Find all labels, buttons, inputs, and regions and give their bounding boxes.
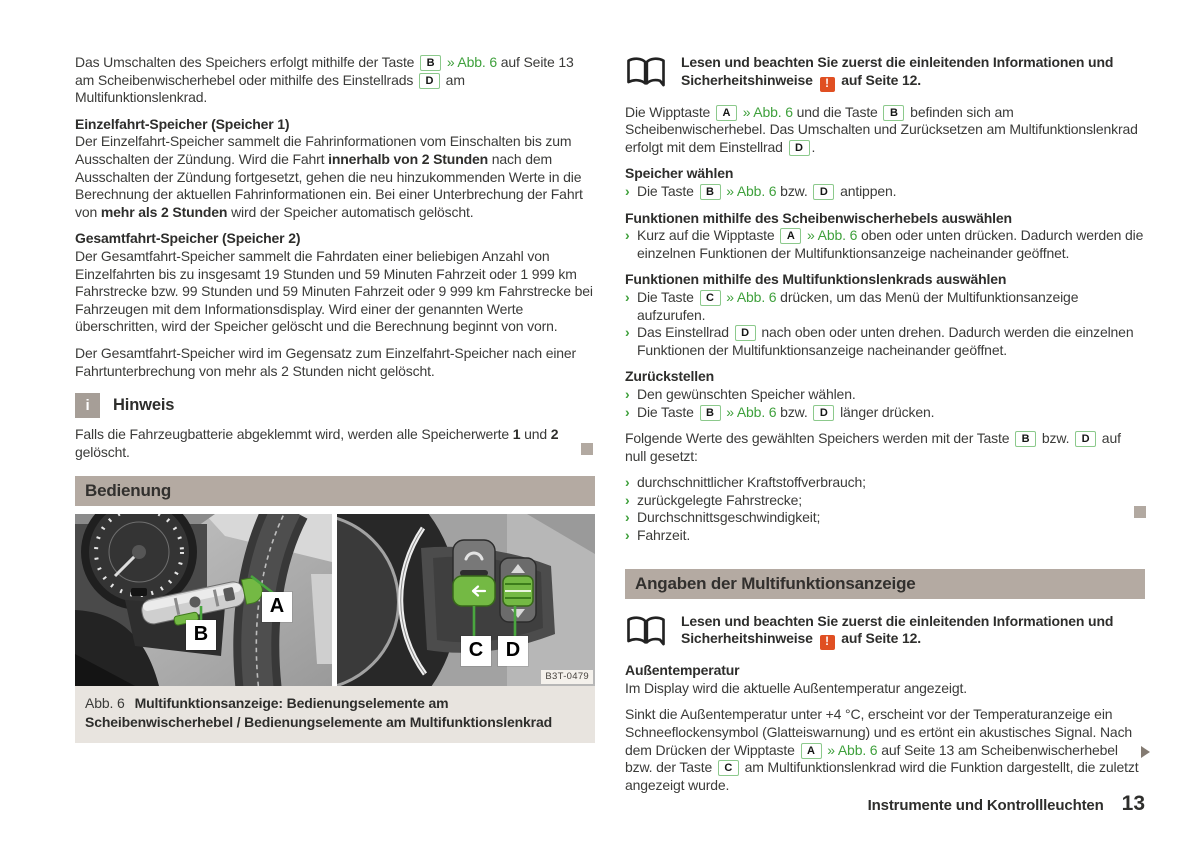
key-b-badge: B xyxy=(1015,431,1036,447)
bullet-icon: › xyxy=(625,527,630,544)
section-end-marker xyxy=(1134,506,1146,518)
total-trip-heading: Gesamtfahrt-Speicher (Speicher 2) xyxy=(75,230,301,247)
bullet-item xyxy=(625,289,1145,324)
bullet-icon: › xyxy=(625,403,630,420)
key-b-badge: B xyxy=(420,55,441,71)
right-column xyxy=(625,54,1145,803)
aussentemperatur-body: Im Display wird die aktuelle Außentemperatur angezeigt. xyxy=(625,679,967,696)
figure-number: Abb. 6 xyxy=(85,695,125,712)
list-item-text: durchschnittlicher Kraftstoffverbrauch; xyxy=(637,474,866,491)
bullet-text: Die Taste B » Abb. 6 bzw. D antippen. xyxy=(637,182,897,199)
bullet-item xyxy=(625,227,1145,262)
hinweis-header xyxy=(75,393,595,418)
single-trip-heading: Einzelfahrt-Speicher (Speicher 1) xyxy=(75,115,290,132)
bullet-icon: › xyxy=(625,227,630,244)
list-item-text: Durchschnittsgeschwindigkeit; xyxy=(637,509,821,526)
hinweis-title: Hinweis xyxy=(113,395,175,414)
section-header-bedienung: Bedienung xyxy=(75,476,595,506)
funktionen-hebel-heading: Funktionen mithilfe des Scheibenwischerhebels auswählen xyxy=(625,209,1012,226)
read-first-note-2 xyxy=(625,613,1145,652)
single-trip-memory-section xyxy=(75,116,595,222)
list-item xyxy=(625,509,1145,527)
figure-xref-link[interactable]: » Abb. 6 xyxy=(742,103,793,120)
bullet-text: Die Taste B » Abb. 6 bzw. D länger drücken. xyxy=(637,403,935,420)
zurueckstellen-section xyxy=(625,368,1145,421)
key-a-badge: A xyxy=(716,105,737,121)
figure-label-c: C xyxy=(461,636,491,666)
key-d-badge: D xyxy=(813,405,834,421)
key-c-badge: C xyxy=(718,760,739,776)
bullet-item xyxy=(625,324,1145,359)
read-first-text-1 xyxy=(681,54,1145,93)
key-a-badge: A xyxy=(780,228,801,244)
intro-paragraph: Das Umschalten des Speichers erfolgt mithilfe der Taste B » Abb. 6 auf Seite 13 am Scheibenwischerhebel oder mithilfe des Einstellrads D am Multifunktionslenkrad. xyxy=(75,54,574,106)
figure-image-code: B3T-0479 xyxy=(541,670,593,684)
bullet-item xyxy=(625,183,1145,201)
warning-icon: ! xyxy=(820,635,835,650)
bold-text: auf Seite 12. xyxy=(837,71,921,88)
bullet-icon: › xyxy=(625,288,630,305)
bold-text: Lesen und beachten Sie zuerst die einleitenden Informationen und Sicherheitshinweise xyxy=(681,54,1114,88)
bold-text: 1 xyxy=(512,426,521,443)
section-end-marker xyxy=(581,443,593,455)
book-icon xyxy=(625,54,669,93)
total-trip-body2: Der Gesamtfahrt-Speicher wird im Gegensatz zum Einzelfahrt-Speicher nach einer Fahrtunterbrechung von mehr als 2 Stunden nicht gelöscht. xyxy=(75,344,577,379)
bold-text: innerhalb von 2 Stunden xyxy=(328,150,489,167)
bullet-icon: › xyxy=(625,474,630,491)
continued-marker xyxy=(1141,746,1150,758)
figure-abb6 xyxy=(75,514,595,743)
list-item xyxy=(625,474,1145,492)
funktionen-lenkrad-heading: Funktionen mithilfe des Multifunktionslenkrads auswählen xyxy=(625,271,1007,288)
list-item-text: Fahrzeit. xyxy=(637,527,691,544)
figure-caption-text: Multifunktionsanzeige: Bedienungselemente am Scheibenwischerhebel / Bedienungselemente am Multifunktionslenkrad xyxy=(85,695,552,731)
list-item-text: zurückgelegte Fahrstrecke; xyxy=(637,491,802,508)
figure-xref-link[interactable]: » Abb. 6 xyxy=(726,182,777,199)
wipptaste-paragraph: Die Wipptaste A » Abb. 6 und die Taste B befinden sich am Scheibenwischerhebel. Das Umschalten und Zurücksetzen am Multifunktionslenkrad erfolgt mit dem Einstellrad D . xyxy=(625,103,1138,155)
key-d-badge: D xyxy=(1075,431,1096,447)
bold-text: 2 xyxy=(550,426,559,443)
key-d-badge: D xyxy=(419,73,440,89)
bullet-text: Den gewünschten Speicher wählen. xyxy=(637,385,856,402)
footer-chapter-title: Instrumente und Kontrollleuchten xyxy=(867,797,1104,814)
figure-xref-link[interactable]: » Abb. 6 xyxy=(446,54,497,70)
figure-xref-link[interactable]: » Abb. 6 xyxy=(807,227,858,244)
aussentemperatur-section xyxy=(625,662,1145,697)
figure-label-b: B xyxy=(186,620,216,650)
bullet-icon: › xyxy=(625,385,630,402)
total-trip-memory-section xyxy=(75,230,595,380)
figure-xref-link[interactable]: » Abb. 6 xyxy=(726,288,777,305)
figure-label-d: D xyxy=(498,636,528,666)
zurueckstellen-heading: Zurückstellen xyxy=(625,368,715,385)
bullet-icon: › xyxy=(625,324,630,341)
bold-text: mehr als 2 Stunden xyxy=(100,203,228,220)
bullet-item xyxy=(625,386,1145,404)
list-item xyxy=(625,527,1145,545)
left-column xyxy=(75,54,595,743)
speicher-waehlen-heading: Speicher wählen xyxy=(625,165,734,182)
page-footer xyxy=(625,792,1145,815)
temperatur-warn-paragraph: Sinkt die Außentemperatur unter +4 °C, erscheint vor der Temperaturanzeige ein Schneeflockensymbol (Glatteiswarnung) und es ertönt ein akustisches Signal. Nach dem Drücken der Wipptaste A » Abb. 6 auf Seite 13 am Scheibenwischerhebel bzw. der Taste C am Multifunktionslenkrad wird die Funktion dargestellt, die zuletzt angezeigt wurde. xyxy=(625,706,1139,793)
figure-xref-link[interactable]: » Abb. 6 xyxy=(726,403,777,420)
key-b-badge: B xyxy=(700,405,721,421)
warning-icon: ! xyxy=(820,77,835,92)
info-icon: i xyxy=(75,393,100,418)
bullet-icon: › xyxy=(625,491,630,508)
wiper-stalk-illustration xyxy=(75,514,332,686)
reset-values-list xyxy=(625,474,1145,544)
figure-images xyxy=(75,514,595,686)
book-icon xyxy=(625,613,669,652)
footer-page-number: 13 xyxy=(1121,792,1145,815)
key-d-badge: D xyxy=(789,140,810,156)
key-b-badge: B xyxy=(700,184,721,200)
bold-text: auf Seite 12. xyxy=(837,630,921,647)
total-trip-body1: Der Gesamtfahrt-Speicher sammelt die Fahrdaten einer beliebigen Anzahl von Einzelfahrten bis zu insgesamt 19 Stunden und 59 Minuten Fahrzeit oder 1 999 km Fahrstrecke bzw. 99 Stunden und 59 Minuten Fahrzeit oder 9 999 km Fahrstrecke bei Fahrzeugen mit dem Informationsdisplay. Wird einer der genannten Werte überschritten, wird der Speicher gelöscht und die Berechnung beginnt von vorn. xyxy=(75,247,593,335)
key-d-badge: D xyxy=(735,325,756,341)
funktionen-hebel-section xyxy=(625,210,1145,263)
key-a-badge: A xyxy=(801,743,822,759)
speicher-waehlen-section xyxy=(625,165,1145,200)
bullet-text: Das Einstellrad D nach oben oder unten drehen. Dadurch werden die einzelnen Funktionen der Multifunktionsanzeige nacheinander geöffnet. xyxy=(637,324,1134,358)
key-b-badge: B xyxy=(883,105,904,121)
read-first-note-1 xyxy=(625,54,1145,93)
bullet-item xyxy=(625,404,1145,422)
aussentemperatur-heading: Außentemperatur xyxy=(625,662,740,679)
section-header-angaben: Angaben der Multifunktionsanzeige xyxy=(625,569,1145,599)
figure-label-a: A xyxy=(262,592,292,622)
figure-xref-link[interactable]: » Abb. 6 xyxy=(827,741,878,758)
hinweis-body: Falls die Fahrzeugbatterie abgeklemmt wird, werden alle Speicherwerte 1 und 2 gelöscht. xyxy=(75,426,559,460)
bullet-icon: › xyxy=(625,509,630,526)
read-first-text-2 xyxy=(681,613,1145,652)
bullet-icon: › xyxy=(625,182,630,199)
figure-caption xyxy=(75,686,595,743)
funktionen-lenkrad-section xyxy=(625,271,1145,359)
list-item xyxy=(625,492,1145,510)
key-c-badge: C xyxy=(700,290,721,306)
single-trip-body: Der Einzelfahrt-Speicher sammelt die Fahrinformationen vom Einschalten bis zum Ausschalten der Zündung. Wird die Fahrt innerhalb von 2 Stunden nach dem Ausschalten der Zündung fortgesetzt, gehen die neu hinzukommenden Werte in die Berechnung der aktuellen Fahrinformationen ein. Bei einer Unterbrechung der Fahrt von mehr als 2 Stunden wird der Speicher automatisch gelöscht. xyxy=(75,133,583,220)
bullet-text: Die Taste C » Abb. 6 drücken, um das Menü der Multifunktionsanzeige aufzurufen. xyxy=(637,288,1079,323)
key-d-badge: D xyxy=(813,184,834,200)
reset-values-paragraph: Folgende Werte des gewählten Speichers werden mit der Taste B bzw. D auf null gesetzt: xyxy=(625,430,1121,464)
bold-text: Lesen und beachten Sie zuerst die einleitenden Informationen und Sicherheitshinweise xyxy=(681,612,1114,647)
bullet-text: Kurz auf die Wipptaste A » Abb. 6 oben oder unten drücken. Dadurch werden die einzelnen Funktionen der Multifunktionsanzeige nacheinander geöffnet. xyxy=(637,227,1144,261)
hinweis-note xyxy=(75,393,595,461)
